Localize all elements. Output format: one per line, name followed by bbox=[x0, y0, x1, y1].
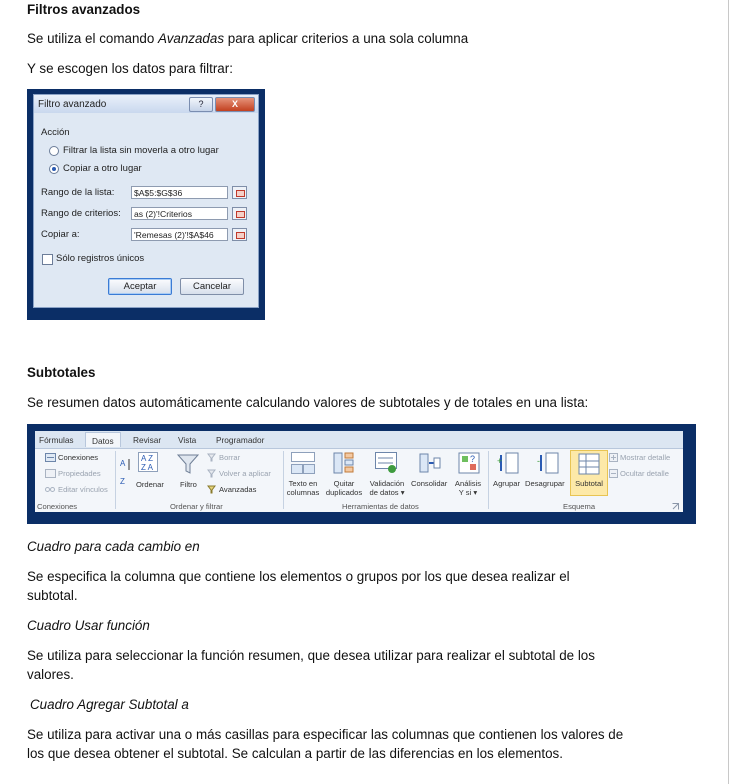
quitar-duplicados-line1[interactable]: Quitar bbox=[333, 479, 355, 488]
svg-text:?: ? bbox=[470, 454, 476, 464]
separator bbox=[115, 451, 116, 509]
heading-usar-funcion: Cuadro Usar función bbox=[27, 618, 150, 633]
svg-text:+: + bbox=[497, 456, 503, 466]
copy-to-collapse-icon[interactable] bbox=[232, 228, 247, 241]
paragraph-cambio-line2: subtotal. bbox=[27, 588, 78, 603]
subtotal-icon bbox=[578, 453, 600, 475]
data-validation-icon[interactable] bbox=[375, 452, 397, 474]
editar-vinculos-button[interactable]: Editar vínculos bbox=[58, 485, 108, 494]
remove-duplicates-icon[interactable] bbox=[333, 452, 355, 474]
filter-funnel-icon[interactable] bbox=[177, 453, 199, 475]
dialog-title: Filtro avanzado bbox=[38, 99, 107, 110]
avanzadas-button[interactable]: Avanzadas bbox=[219, 485, 257, 494]
criteria-range-input[interactable]: as (2)'!Criterios bbox=[131, 207, 228, 220]
conexiones-button[interactable]: Conexiones bbox=[58, 453, 99, 462]
advanced-filter-icon bbox=[207, 485, 216, 494]
texto-columnas-line2[interactable]: columnas bbox=[286, 488, 320, 497]
group-label-herramientas: Herramientas de datos bbox=[342, 502, 419, 511]
dialog-titlebar bbox=[34, 95, 258, 113]
ungroup-icon[interactable] bbox=[537, 452, 559, 474]
dialog-launcher-icon[interactable] bbox=[672, 503, 679, 510]
propiedades-button[interactable]: Propiedades bbox=[58, 469, 101, 478]
radio-copy-to[interactable] bbox=[49, 164, 59, 174]
help-button[interactable]: ? bbox=[189, 97, 213, 112]
subtotal-label: Subtotal bbox=[575, 479, 603, 488]
heading-agregar-subtotal: Cuadro Agregar Subtotal a bbox=[30, 697, 189, 712]
what-if-analysis-icon[interactable] bbox=[458, 452, 480, 474]
svg-text:-: - bbox=[537, 456, 540, 466]
p1-before: Se utiliza el comando bbox=[27, 31, 159, 46]
validacion-line1[interactable]: Validación bbox=[369, 479, 405, 488]
borrar-button[interactable]: Borrar bbox=[219, 453, 241, 462]
p1-after: para aplicar criterios a una sola columna bbox=[224, 31, 469, 46]
paragraph-escogen-datos: Y se escogen los datos para filtrar: bbox=[27, 61, 233, 76]
connections-icon bbox=[45, 453, 56, 462]
consolidar-button[interactable]: Consolidar bbox=[411, 479, 448, 488]
heading-subtotales: Subtotales bbox=[27, 365, 96, 380]
properties-icon bbox=[45, 469, 56, 478]
criteria-range-collapse-icon[interactable] bbox=[232, 207, 247, 220]
tab-revisar[interactable]: Revisar bbox=[133, 435, 162, 445]
ordenar-button[interactable]: Ordenar bbox=[136, 480, 164, 489]
analisis-line1[interactable]: Análisis bbox=[454, 479, 482, 488]
quitar-duplicados-line2[interactable]: duplicados bbox=[325, 488, 363, 497]
hide-detail-icon bbox=[609, 469, 618, 478]
agrupar-button[interactable]: Agrupar bbox=[493, 479, 521, 488]
heading-cuadro-cambio: Cuadro para cada cambio en bbox=[27, 539, 200, 554]
analisis-line2[interactable]: Y si ▾ bbox=[458, 488, 478, 497]
ribbon-screenshot bbox=[27, 424, 696, 524]
separator bbox=[488, 451, 489, 509]
group-icon[interactable] bbox=[497, 452, 519, 474]
edit-links-icon bbox=[45, 485, 56, 494]
texto-columnas-line1[interactable]: Texto en bbox=[288, 479, 318, 488]
sort-az-small-icon[interactable] bbox=[120, 457, 132, 487]
show-detail-icon bbox=[609, 453, 618, 462]
ocultar-detalle-button[interactable]: Ocultar detalle bbox=[620, 469, 669, 478]
sort-az-label: A Z bbox=[141, 454, 154, 463]
filtro-button[interactable]: Filtro bbox=[180, 480, 197, 489]
list-range-input[interactable]: $A$5:$G$36 bbox=[131, 186, 228, 199]
radio-filter-in-place-label: Filtrar la lista sin moverla a otro lugar bbox=[63, 145, 219, 156]
mostrar-detalle-button[interactable]: Mostrar detalle bbox=[620, 453, 671, 462]
group-label-ordenar-filtrar: Ordenar y filtrar bbox=[170, 502, 223, 511]
svg-text:Z: Z bbox=[120, 477, 125, 486]
reapply-icon bbox=[207, 469, 216, 478]
volver-aplicar-button[interactable]: Volver a aplicar bbox=[219, 469, 271, 478]
advanced-filter-dialog bbox=[33, 94, 259, 308]
close-button[interactable]: X bbox=[215, 97, 255, 112]
unique-records-checkbox[interactable] bbox=[42, 254, 53, 265]
cancel-button[interactable]: Cancelar bbox=[180, 278, 244, 295]
paragraph-subtotales: Se resumen datos automáticamente calculando valores de subtotales y de totales en una lista: bbox=[27, 395, 589, 410]
consolidate-icon[interactable] bbox=[419, 452, 441, 474]
paragraph-funcion-line2: valores. bbox=[27, 667, 74, 682]
paragraph-cambio-line1: Se especifica la columna que contiene los elementos o grupos por los que desea realizar el bbox=[27, 569, 570, 584]
p1-italic: Avanzadas bbox=[158, 31, 225, 46]
paragraph-agregar-line2: los que desea obtener el subtotal. Se calculan a partir de las diferencias en los elementos. bbox=[27, 746, 563, 761]
unique-records-label: Sólo registros únicos bbox=[56, 253, 145, 264]
tab-datos[interactable]: Datos bbox=[85, 432, 121, 447]
sort-dialog-icon[interactable] bbox=[138, 452, 158, 472]
paragraph-agregar-line1: Se utiliza para activar una o más casillas para especificar las columnas que contienen los valores de bbox=[27, 727, 624, 742]
validacion-line2[interactable]: de datos ▾ bbox=[369, 488, 405, 497]
group-label-conexiones: Conexiones bbox=[37, 502, 78, 511]
paragraph-avanzadas bbox=[27, 29, 468, 48]
desagrupar-button[interactable]: Desagrupar bbox=[525, 479, 565, 488]
copy-to-input[interactable]: 'Remesas (2)'!$A$46 bbox=[131, 228, 228, 241]
excel-ribbon bbox=[35, 431, 683, 512]
text-to-columns-icon[interactable] bbox=[291, 452, 315, 474]
ok-button[interactable]: Aceptar bbox=[108, 278, 172, 295]
radio-filter-in-place[interactable] bbox=[49, 146, 59, 156]
clear-filter-icon bbox=[207, 453, 216, 462]
paragraph-funcion-line1: Se utiliza para seleccionar la función resumen, que desea utilizar para realizar el subtotal de los bbox=[27, 648, 595, 663]
separator bbox=[283, 451, 284, 509]
action-label: Acción bbox=[41, 127, 70, 138]
sort-za-label: Z A bbox=[141, 463, 154, 472]
tab-formulas[interactable]: Fórmulas bbox=[39, 435, 74, 445]
ribbon-tabbar bbox=[35, 431, 683, 449]
copy-to-label: Copiar a: bbox=[41, 229, 80, 240]
criteria-range-label: Rango de criterios: bbox=[41, 208, 121, 219]
svg-text:A: A bbox=[120, 459, 126, 468]
subtotal-button[interactable] bbox=[570, 450, 608, 496]
list-range-collapse-icon[interactable] bbox=[232, 186, 247, 199]
advanced-filter-screenshot bbox=[27, 89, 265, 320]
tab-vista[interactable]: Vista bbox=[178, 435, 197, 445]
tab-programador[interactable]: Programador bbox=[216, 435, 265, 445]
group-label-esquema: Esquema bbox=[563, 502, 596, 511]
radio-copy-to-label: Copiar a otro lugar bbox=[63, 163, 142, 174]
heading-filtros-avanzados: Filtros avanzados bbox=[27, 2, 141, 17]
list-range-label: Rango de la lista: bbox=[41, 187, 115, 198]
